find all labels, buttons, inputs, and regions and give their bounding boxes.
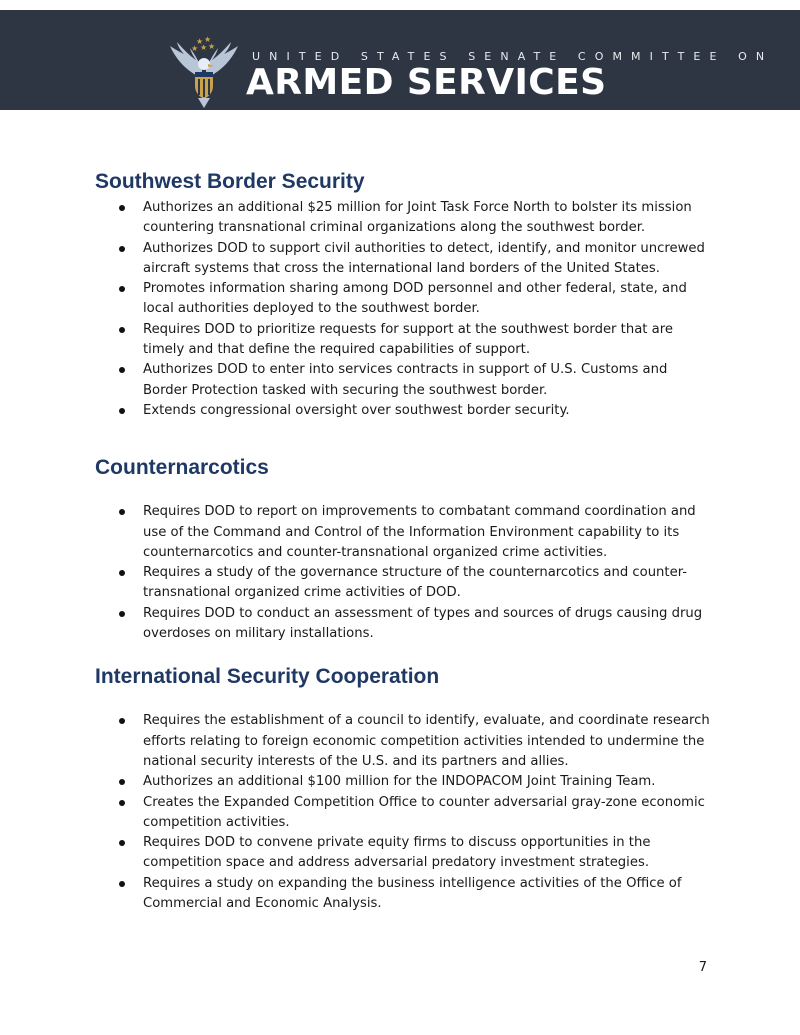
bullet-icon (119, 205, 125, 211)
list-item: Requires DOD to report on improvements to combatant command coordination and use of the Command and Control of the Information Environment capability to its counternarcotics and counter-transnational organized crime activities. (95, 502, 715, 563)
list-item: Authorizes an additional $25 million for Joint Task Force North to bolster its mission countering transnational criminal organizations along the southwest border. (95, 198, 715, 239)
eagle-seal-icon (166, 34, 242, 110)
list-item: Requires DOD to convene private equity firms to discuss opportunities in the competition space and address adversarial predatory investment strategies. (95, 833, 715, 874)
document-body (95, 168, 715, 914)
page-number: 7 (698, 960, 707, 975)
header-banner (0, 10, 800, 110)
section-heading: Southwest Border Security (95, 170, 365, 193)
svg-text:★: ★ (196, 37, 204, 46)
bullet-icon (119, 611, 125, 617)
section-heading: Counternarcotics (95, 456, 269, 480)
list-item: Authorizes DOD to support civil authorities to detect, identify, and monitor uncrewed aircraft systems that cross the international land borders of the United States. (95, 239, 715, 280)
section-counternarcotics (95, 454, 715, 644)
section-heading: International Security Cooperation (95, 665, 440, 689)
section-southwest-border-security (95, 168, 715, 421)
bullet-list (95, 711, 715, 914)
bullet-icon (119, 408, 125, 414)
bullet-icon (119, 718, 125, 724)
committee-name-line1: UNITED STATES SENATE COMMITTEE ON (252, 50, 774, 63)
list-item: Requires DOD to conduct an assessment of types and sources of drugs causing drug overdoses on military installations. (95, 604, 715, 645)
list-item: Requires the establishment of a council to identify, evaluate, and coordinate research efforts relating to foreign economic competition activities intended to undermine the national security interests of the U.S. and its partners and allies. (95, 711, 715, 772)
list-item: Requires DOD to prioritize requests for support at the southwest border that are timely and that define the required capabilities of support. (95, 320, 715, 361)
bullet-icon (119, 509, 125, 515)
bullet-icon (119, 840, 125, 846)
bullet-icon (119, 286, 125, 292)
bullet-icon (119, 570, 125, 576)
svg-text:★: ★ (200, 43, 208, 52)
list-item: Extends congressional oversight over southwest border security. (95, 401, 715, 421)
list-item: Creates the Expanded Competition Office to counter adversarial gray-zone economic competition activities. (95, 793, 715, 834)
section-international-security-cooperation (95, 663, 715, 914)
list-item: Requires a study on expanding the business intelligence activities of the Office of Commercial and Economic Analysis. (95, 874, 715, 915)
bullet-icon (119, 367, 125, 373)
bullet-list (95, 198, 715, 421)
bullet-list (95, 502, 715, 644)
bullet-icon (119, 800, 125, 806)
list-item: Requires a study of the governance structure of the counternarcotics and counter-transnational organized crime activities of DOD. (95, 563, 715, 604)
bullet-icon (119, 779, 125, 785)
list-item: Authorizes DOD to enter into services contracts in support of U.S. Customs and Border Protection tasked with securing the southwest border. (95, 360, 715, 401)
committee-name-line2: ARMED SERVICES (246, 62, 607, 103)
svg-text:★: ★ (191, 44, 199, 53)
list-item: Authorizes an additional $100 million for the INDOPACOM Joint Training Team. (95, 772, 715, 792)
bullet-icon (119, 881, 125, 887)
svg-text:★: ★ (204, 35, 212, 44)
svg-text:★: ★ (208, 42, 216, 51)
bullet-icon (119, 327, 125, 333)
list-item: Promotes information sharing among DOD personnel and other federal, state, and local authorities deployed to the southwest border. (95, 279, 715, 320)
bullet-icon (119, 246, 125, 252)
